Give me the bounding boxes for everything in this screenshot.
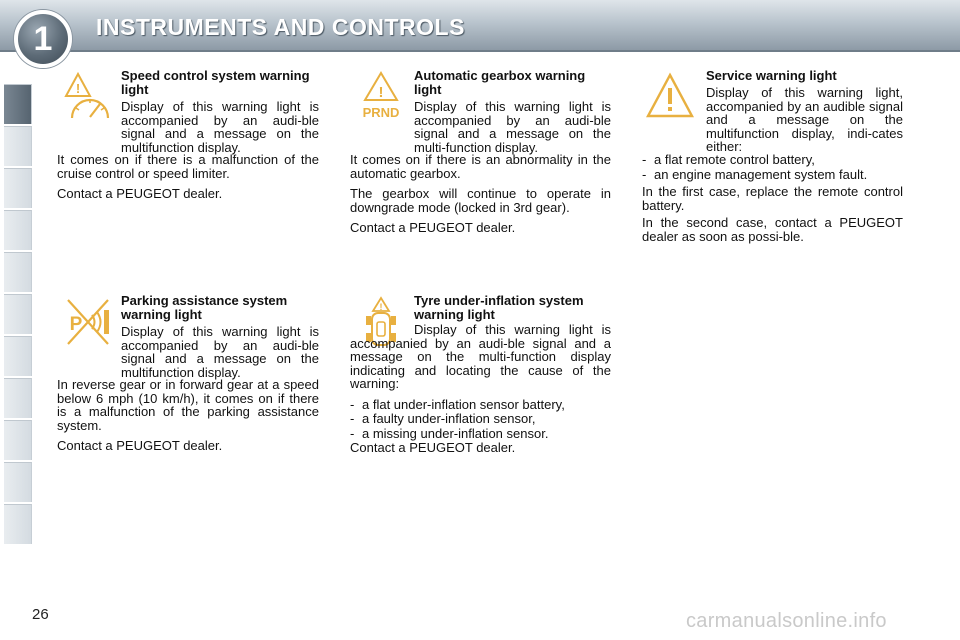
chapter-tab[interactable] [4,168,32,208]
list-item [350,398,611,412]
parking-section-head [121,294,319,386]
service-bullet-1: a flat remote control battery, [654,152,815,167]
bullet-dash: - [350,425,355,441]
chapter-number-badge: 1 [14,10,72,68]
service-warning-icon [644,70,696,122]
bullet-dash: - [642,166,647,182]
gearbox-warning-icon [355,70,407,122]
tyre-section-body [350,323,611,462]
gearbox-icon-label: PRND [362,105,400,120]
service-section-p2: In the second case, contact a PEUGEOT dealer as soon as possi-ble. [642,215,903,244]
tyre-bullet-1: a flat under-inflation sensor battery, [362,396,565,412]
tyre-bullet-2: a faulty under-inflation sensor, [362,411,536,426]
tyre-section-intro: Display of this warning light is accompanied by an audi-ble signal and a message on the multi-function display indicating and locating the cause of the warning: [350,322,611,391]
chapter-tab[interactable] [4,126,32,166]
service-section-intro-head [706,86,903,154]
tyre-section-title: Tyre under-inflation system warning light [414,293,584,322]
svg-text:!: ! [75,81,81,96]
list-item [642,168,903,182]
service-section-intro: Display of this warning light, accompanied by an audible signal and a message on the multifunction display, indi-cates either: [706,85,903,154]
speed-section-p2: Contact a PEUGEOT dealer. [57,186,223,201]
speed-warning-icon [62,70,114,122]
watermark: carmanualsonline.info [686,610,887,632]
bullet-dash: - [350,411,355,426]
list-item [350,412,611,426]
bullet-dash: - [350,396,355,412]
chapter-tab[interactable] [4,210,32,250]
parking-section-title: Parking assistance system warning light [121,293,288,322]
service-section-head [706,69,903,83]
service-section-body [642,153,903,250]
page-title: INSTRUMENTS AND CONTROLS [96,14,465,40]
parking-icon-label: P [69,314,83,335]
tyre-section-p1: Contact a PEUGEOT dealer. [350,440,516,455]
parking-warning-icon [62,296,114,348]
chapter-tab[interactable] [4,336,32,376]
gearbox-section-p1: It comes on if there is an abnormality in the automatic gearbox. [350,152,611,181]
parking-section-intro: Display of this warning light is accompanied by an audi-ble signal and a message on the multifunction display. [121,324,319,380]
gearbox-section-p2: The gearbox will continue to operate in downgrade mode (locked in 3rd gear). [350,186,611,215]
chapter-tab-rail [0,64,34,580]
service-section-p1: In the first case, replace the remote control battery. [642,184,903,213]
gearbox-section-p3: Contact a PEUGEOT dealer. [350,220,516,235]
gearbox-section-intro: Display of this warning light is accompanied by an audi-ble signal and a message on the multi-function display. [414,99,611,155]
list-item [350,427,611,441]
gearbox-section-title: Automatic gearbox warning light [414,68,586,97]
chapter-tab[interactable] [4,420,32,460]
tyre-section-head [414,294,611,321]
chapter-tab[interactable] [4,462,32,502]
chapter-tab[interactable] [4,378,32,418]
svg-text:!: ! [378,84,384,101]
gearbox-section-head [414,69,611,161]
chapter-tab[interactable] [4,294,32,334]
speed-section-intro: Display of this warning light is accompanied by an audi-ble signal and a message on the multifunction display. [121,99,319,155]
chapter-tab[interactable] [4,504,32,544]
parking-section-p2: Contact a PEUGEOT dealer. [57,438,223,453]
speed-section-head [121,69,319,161]
page-number: 26 [32,606,49,623]
speed-section-body [57,153,319,208]
chapter-tab-active[interactable] [4,84,32,124]
service-section-title: Service warning light [706,68,837,83]
chapter-tab[interactable] [4,252,32,292]
gearbox-section-body [350,153,611,242]
speed-section-title: Speed control system warning light [121,68,310,97]
tyre-bullet-3: a missing under-inflation sensor. [362,425,549,441]
svg-text:!: ! [379,302,383,312]
bullet-dash: - [642,152,647,167]
parking-section-body [57,378,319,460]
service-bullet-2: an engine management system fault. [654,166,868,182]
speed-section-p1: It comes on if there is a malfunction of the cruise control or speed limiter. [57,152,319,181]
parking-section-p1: In reverse gear or in forward gear at a speed below 6 mph (10 km/h), it comes on if there is a malfunction of the parking assistance system. [57,377,319,433]
list-item [642,153,903,167]
